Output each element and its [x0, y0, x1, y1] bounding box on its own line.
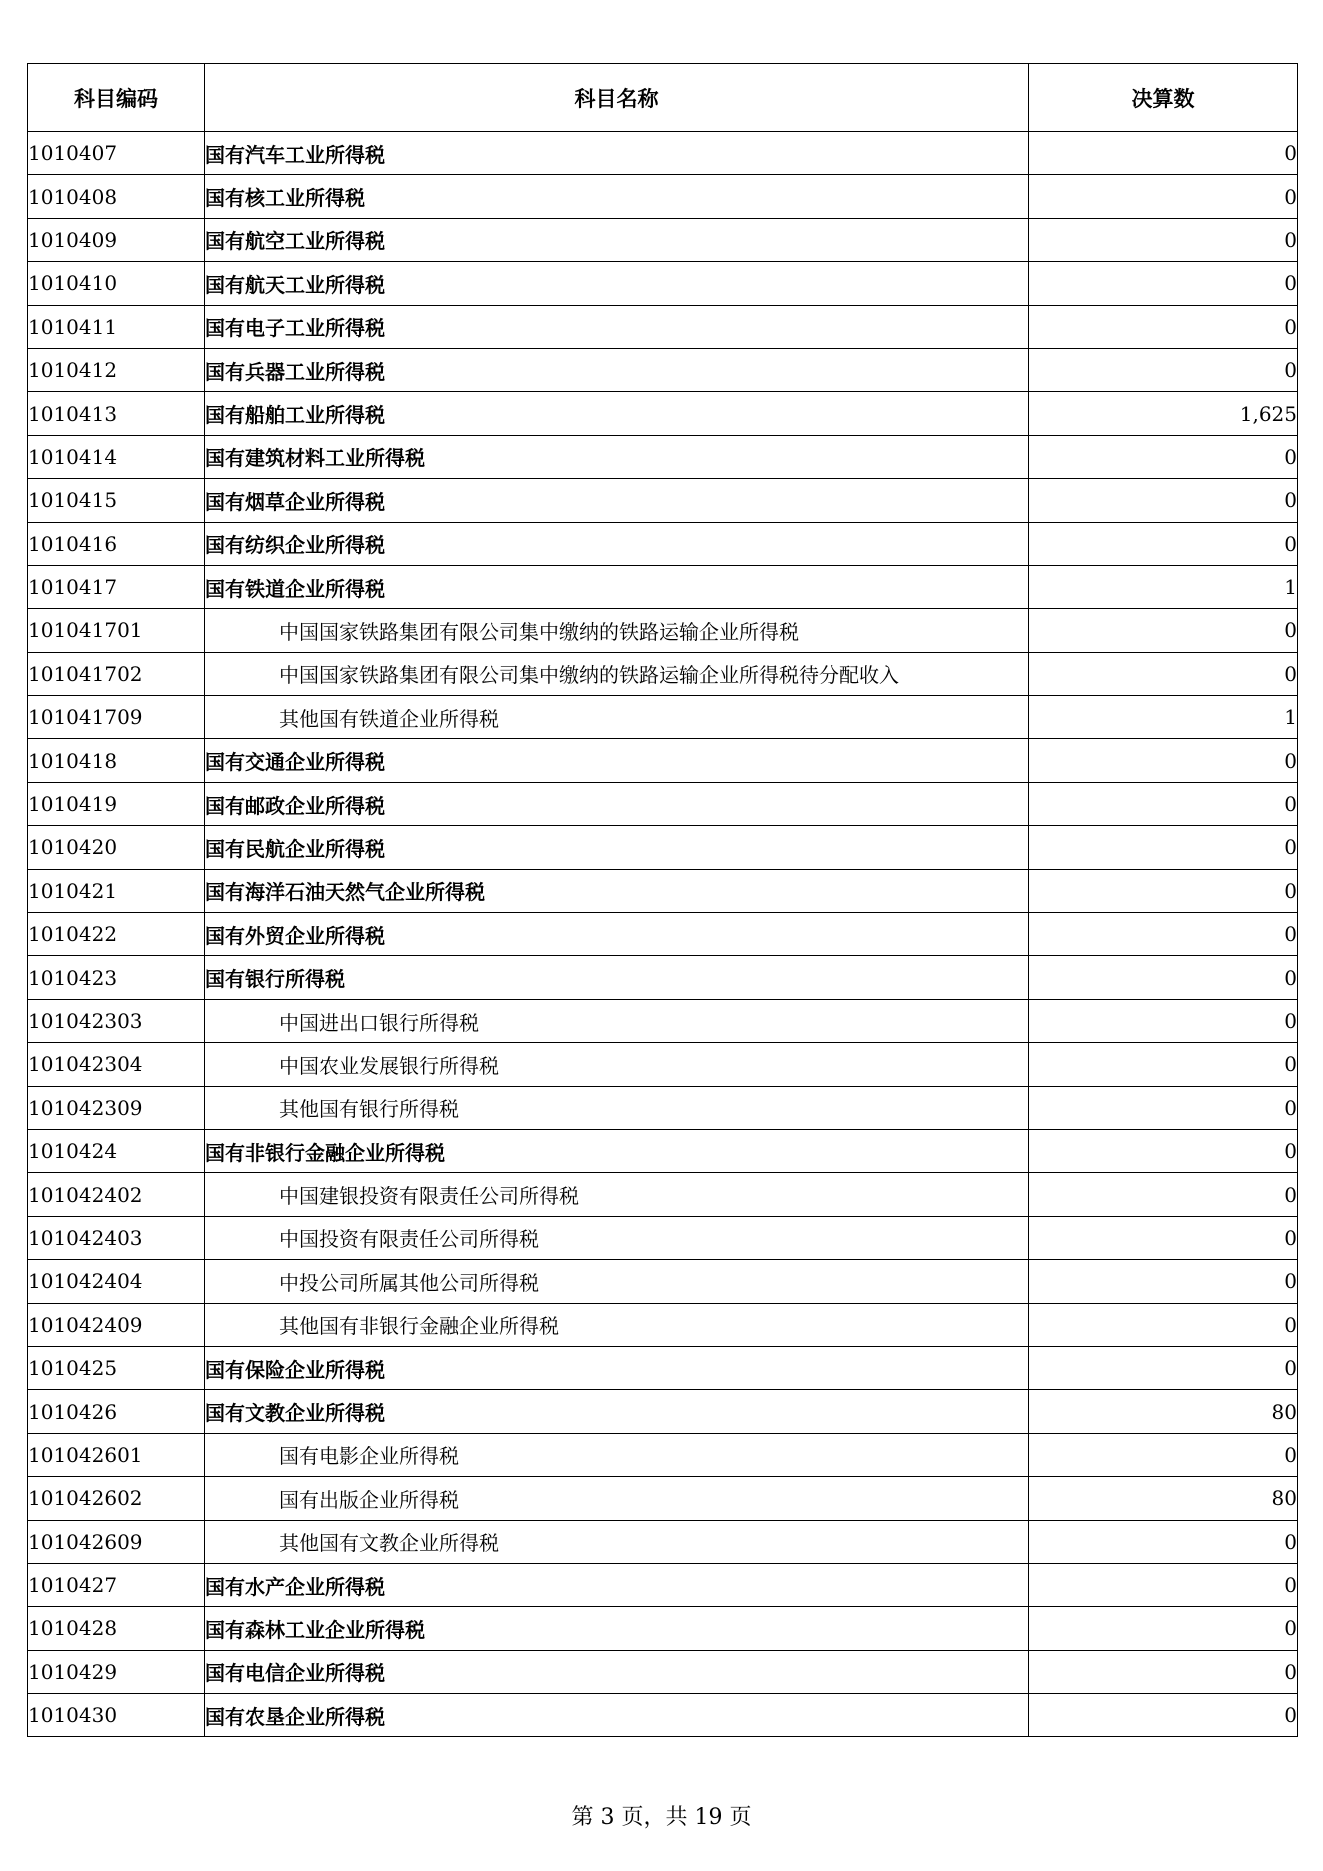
row-name: 国有农垦企业所得税	[205, 1694, 1029, 1737]
row-name: 国有外贸企业所得税	[205, 913, 1029, 956]
row-value: 0	[1029, 869, 1298, 912]
table-row	[28, 869, 1298, 912]
row-code: 1010408	[28, 175, 205, 218]
row-code: 1010414	[28, 435, 205, 478]
table-row	[28, 1563, 1298, 1606]
table-row	[28, 1086, 1298, 1129]
row-code: 1010421	[28, 869, 205, 912]
table-row	[28, 782, 1298, 825]
row-name: 国有出版企业所得税	[205, 1477, 1029, 1520]
row-value: 0	[1029, 305, 1298, 348]
row-code: 101042402	[28, 1173, 205, 1216]
row-code: 101042602	[28, 1477, 205, 1520]
row-value: 0	[1029, 1694, 1298, 1737]
table-row	[28, 1390, 1298, 1433]
header-value: 决算数	[1029, 64, 1298, 132]
row-name: 国有航空工业所得税	[205, 218, 1029, 261]
table-body	[28, 132, 1298, 1737]
row-code: 1010423	[28, 956, 205, 999]
row-name: 其他国有铁道企业所得税	[205, 696, 1029, 739]
row-code: 1010425	[28, 1346, 205, 1389]
table-row	[28, 479, 1298, 522]
row-value: 0	[1029, 913, 1298, 956]
row-name: 国有核工业所得税	[205, 175, 1029, 218]
row-name: 国有银行所得税	[205, 956, 1029, 999]
row-name: 其他国有银行所得税	[205, 1086, 1029, 1129]
row-value: 0	[1029, 1607, 1298, 1650]
table-row	[28, 999, 1298, 1042]
row-value: 1	[1029, 565, 1298, 608]
row-name: 国有海洋石油天然气企业所得税	[205, 869, 1029, 912]
table-row	[28, 696, 1298, 739]
table-row	[28, 1650, 1298, 1693]
row-code: 1010413	[28, 392, 205, 435]
table-row	[28, 348, 1298, 391]
row-code: 1010429	[28, 1650, 205, 1693]
row-value: 0	[1029, 132, 1298, 175]
table-row	[28, 132, 1298, 175]
row-value: 80	[1029, 1477, 1298, 1520]
row-name: 中国建银投资有限责任公司所得税	[205, 1173, 1029, 1216]
row-value: 1	[1029, 696, 1298, 739]
table-row	[28, 956, 1298, 999]
row-value: 0	[1029, 1260, 1298, 1303]
table-row	[28, 1520, 1298, 1563]
row-name: 中国进出口银行所得税	[205, 999, 1029, 1042]
row-code: 1010412	[28, 348, 205, 391]
row-name: 中国农业发展银行所得税	[205, 1043, 1029, 1086]
row-value: 0	[1029, 1303, 1298, 1346]
row-name: 国有电信企业所得税	[205, 1650, 1029, 1693]
table-row	[28, 1694, 1298, 1737]
header-name: 科目名称	[205, 64, 1029, 132]
row-value: 0	[1029, 956, 1298, 999]
row-value: 0	[1029, 1433, 1298, 1476]
page-footer: 第 3 页，共 19 页	[571, 1805, 752, 1830]
row-code: 101042309	[28, 1086, 205, 1129]
row-name: 国有铁道企业所得税	[205, 565, 1029, 608]
table-row	[28, 305, 1298, 348]
row-name: 中国投资有限责任公司所得税	[205, 1216, 1029, 1259]
row-code: 1010420	[28, 826, 205, 869]
table-row	[28, 609, 1298, 652]
table-row	[28, 1303, 1298, 1346]
table-row	[28, 435, 1298, 478]
row-value: 0	[1029, 348, 1298, 391]
row-name: 国有文教企业所得税	[205, 1390, 1029, 1433]
row-value: 1,625	[1029, 392, 1298, 435]
row-value: 0	[1029, 435, 1298, 478]
row-value: 0	[1029, 739, 1298, 782]
row-value: 0	[1029, 1346, 1298, 1389]
row-value: 0	[1029, 522, 1298, 565]
table-row	[28, 1043, 1298, 1086]
row-name: 国有非银行金融企业所得税	[205, 1129, 1029, 1172]
row-name: 国有电子工业所得税	[205, 305, 1029, 348]
table-row	[28, 1173, 1298, 1216]
table-row	[28, 175, 1298, 218]
row-name: 国有纺织企业所得税	[205, 522, 1029, 565]
row-code: 101042601	[28, 1433, 205, 1476]
row-value: 0	[1029, 1129, 1298, 1172]
row-code: 1010409	[28, 218, 205, 261]
row-name: 国有烟草企业所得税	[205, 479, 1029, 522]
row-code: 101042409	[28, 1303, 205, 1346]
row-code: 101042304	[28, 1043, 205, 1086]
table-row	[28, 1433, 1298, 1476]
budget-table	[27, 63, 1298, 1737]
row-name: 国有保险企业所得税	[205, 1346, 1029, 1389]
row-value: 0	[1029, 1520, 1298, 1563]
row-code: 1010410	[28, 262, 205, 305]
row-code: 1010415	[28, 479, 205, 522]
row-value: 0	[1029, 782, 1298, 825]
row-name: 国有建筑材料工业所得税	[205, 435, 1029, 478]
table-row	[28, 565, 1298, 608]
row-code: 101041701	[28, 609, 205, 652]
table-row	[28, 739, 1298, 782]
header-code: 科目编码	[28, 64, 205, 132]
row-code: 101041709	[28, 696, 205, 739]
row-name: 国有民航企业所得税	[205, 826, 1029, 869]
row-value: 0	[1029, 652, 1298, 695]
table-row	[28, 1260, 1298, 1303]
table-row	[28, 522, 1298, 565]
table-row	[28, 1346, 1298, 1389]
row-code: 101041702	[28, 652, 205, 695]
row-value: 0	[1029, 826, 1298, 869]
row-code: 101042404	[28, 1260, 205, 1303]
row-name: 中投公司所属其他公司所得税	[205, 1260, 1029, 1303]
row-value: 0	[1029, 1216, 1298, 1259]
row-value: 80	[1029, 1390, 1298, 1433]
row-name: 国有邮政企业所得税	[205, 782, 1029, 825]
row-value: 0	[1029, 1650, 1298, 1693]
row-name: 国有船舶工业所得税	[205, 392, 1029, 435]
row-code: 1010424	[28, 1129, 205, 1172]
row-value: 0	[1029, 175, 1298, 218]
row-name: 国有水产企业所得税	[205, 1563, 1029, 1606]
table-row	[28, 218, 1298, 261]
row-value: 0	[1029, 262, 1298, 305]
table-row	[28, 913, 1298, 956]
row-value: 0	[1029, 1086, 1298, 1129]
row-code: 101042303	[28, 999, 205, 1042]
row-name: 中国国家铁路集团有限公司集中缴纳的铁路运输企业所得税	[205, 609, 1029, 652]
table-row	[28, 1477, 1298, 1520]
table-row	[28, 1216, 1298, 1259]
row-value: 0	[1029, 1173, 1298, 1216]
row-name: 国有森林工业企业所得税	[205, 1607, 1029, 1650]
row-name: 其他国有文教企业所得税	[205, 1520, 1029, 1563]
row-name: 国有交通企业所得税	[205, 739, 1029, 782]
row-code: 1010417	[28, 565, 205, 608]
row-code: 1010411	[28, 305, 205, 348]
row-code: 1010418	[28, 739, 205, 782]
row-name: 国有电影企业所得税	[205, 1433, 1029, 1476]
row-code: 1010416	[28, 522, 205, 565]
row-name: 中国国家铁路集团有限公司集中缴纳的铁路运输企业所得税待分配收入	[205, 652, 1029, 695]
row-code: 1010426	[28, 1390, 205, 1433]
row-value: 0	[1029, 479, 1298, 522]
row-name: 国有汽车工业所得税	[205, 132, 1029, 175]
row-name: 其他国有非银行金融企业所得税	[205, 1303, 1029, 1346]
row-value: 0	[1029, 999, 1298, 1042]
row-value: 0	[1029, 1043, 1298, 1086]
row-name: 国有航天工业所得税	[205, 262, 1029, 305]
row-name: 国有兵器工业所得税	[205, 348, 1029, 391]
row-code: 1010428	[28, 1607, 205, 1650]
row-code: 1010407	[28, 132, 205, 175]
row-code: 1010430	[28, 1694, 205, 1737]
row-code: 101042403	[28, 1216, 205, 1259]
row-code: 101042609	[28, 1520, 205, 1563]
row-value: 0	[1029, 218, 1298, 261]
row-value: 0	[1029, 1563, 1298, 1606]
table-row	[28, 652, 1298, 695]
table-row	[28, 826, 1298, 869]
table-row	[28, 1129, 1298, 1172]
row-code: 1010419	[28, 782, 205, 825]
row-code: 1010422	[28, 913, 205, 956]
table-row	[28, 1607, 1298, 1650]
table-header-row	[28, 64, 1298, 132]
table-row	[28, 262, 1298, 305]
row-code: 1010427	[28, 1563, 205, 1606]
row-value: 0	[1029, 609, 1298, 652]
table-row	[28, 392, 1298, 435]
